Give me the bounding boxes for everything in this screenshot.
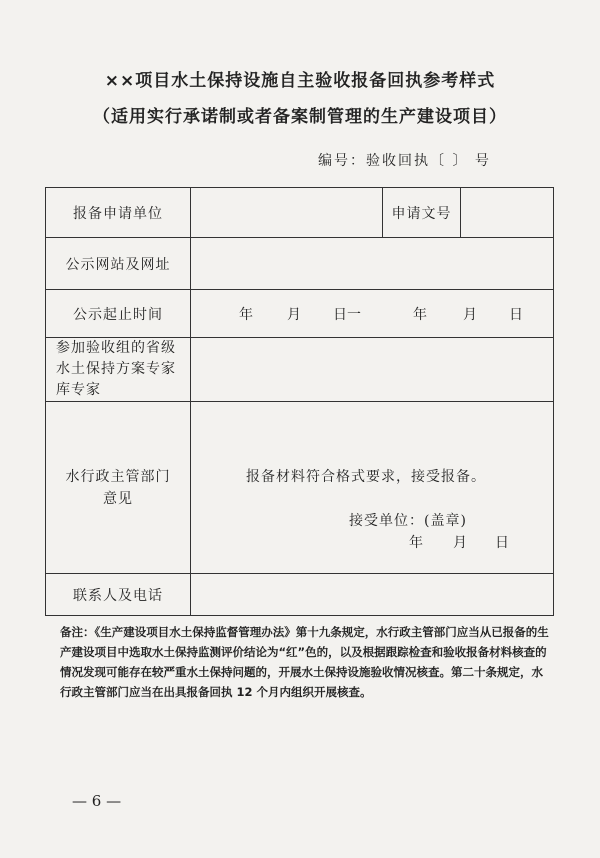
experts-value-cell[interactable] (191, 338, 554, 402)
opinion-day: 日 (495, 535, 509, 551)
period-day-end: 日 (509, 306, 523, 323)
row-experts (46, 338, 554, 402)
period-year-end: 年 (413, 306, 427, 323)
experts-label: 参加验收组的省级水土保持方案专家库专家 (46, 338, 191, 402)
report-receipt-form (45, 187, 554, 616)
period-month-end: 月 (463, 306, 477, 323)
receipt-serial-number: 编号：验收回执〔 〕 号 (318, 153, 491, 169)
period-month-start: 月 (287, 306, 301, 323)
row-website (46, 238, 554, 290)
period-label: 公示起止时间 (46, 290, 191, 338)
doc-number-value-cell[interactable] (461, 188, 554, 238)
row-contact (46, 574, 554, 616)
row-period (46, 290, 554, 338)
applicant-value-cell[interactable] (191, 188, 383, 238)
opinion-label-text: 水行政主管部门意见 (65, 468, 171, 507)
period-day-start: 日一 (333, 306, 361, 323)
doc-number-label: 申请文号 (383, 188, 461, 238)
opinion-year: 年 (409, 535, 423, 551)
contact-value-cell[interactable] (191, 574, 554, 616)
period-value-cell[interactable] (191, 290, 554, 338)
opinion-label (46, 402, 191, 574)
page-number: — 6 — (72, 792, 122, 810)
website-label: 公示网站及网址 (46, 238, 191, 290)
contact-label: 联系人及电话 (46, 574, 191, 616)
document-title: ××项目水土保持设施自主验收报备回执参考样式 (104, 71, 496, 91)
remarks-note: 备注：《生产建设项目水土保持监督管理办法》第十九条规定，水行政主管部门应当从已报备的生产建设项目中选取水土保持监测评价结论为“红”色的，以及根据跟踪检查和验收报备材料核查的情况发现可能存在较严重水土保持问题的，开展水土保持设施验收情况核查。第二十条规定，水行政主管部门应当在出具报备回执 12 个月内组织开展核查。 (60, 625, 549, 699)
website-value-cell[interactable] (191, 238, 554, 290)
opinion-month: 月 (453, 535, 467, 551)
applicant-label: 报备申请单位 (46, 188, 191, 238)
row-opinion (46, 402, 554, 574)
row-applicant (46, 188, 554, 238)
receiving-unit-seal: 接受单位：(盖章) (349, 513, 467, 529)
document-subtitle: （适用实行承诺制或者备案制管理的生产建设项目） (93, 107, 507, 127)
opinion-text: 报备材料符合格式要求，接受报备。 (246, 469, 486, 485)
opinion-value-cell[interactable] (191, 402, 554, 574)
period-year-start: 年 (239, 306, 253, 323)
